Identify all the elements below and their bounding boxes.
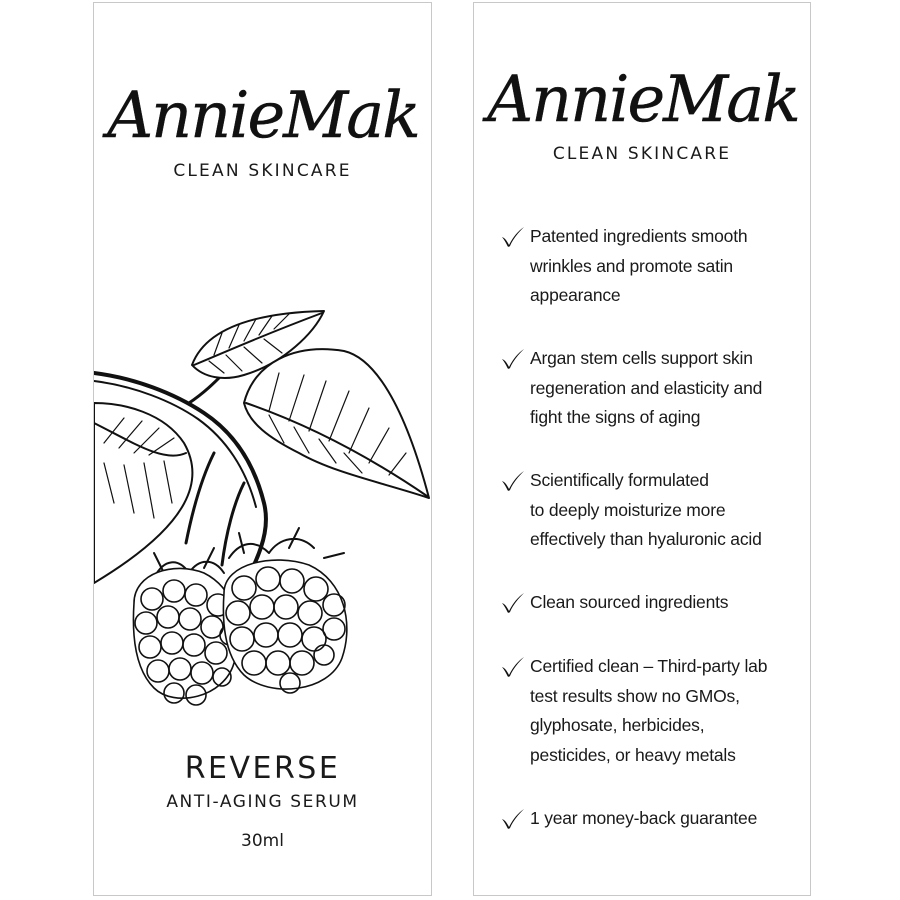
benefit-line: test results show no GMOs, <box>530 685 740 706</box>
benefit-line: glyphosate, herbicides, <box>530 715 705 735</box>
benefit-line: pesticides, or heavy metals <box>530 744 736 765</box>
benefit-line: Clean sourced ingredients <box>530 592 729 612</box>
brand-logo-text: AnnieMak <box>107 78 419 153</box>
brand-tagline: CLEAN SKINCARE <box>552 144 732 164</box>
checkmark-icon <box>500 592 526 614</box>
benefit-line: wrinkles and promote satin <box>530 255 733 276</box>
benefit-line: 1 year money-back guarantee <box>530 808 758 828</box>
benefit-text <box>530 804 757 834</box>
benefit-line: to deeply moisturize more <box>530 499 726 520</box>
checkmark-icon <box>500 348 526 370</box>
benefit-line: Certified clean – Third-party lab <box>530 656 768 676</box>
benefit-text <box>530 344 762 433</box>
benefit-item <box>500 804 806 834</box>
checkmark-icon <box>500 656 526 678</box>
front-label-panel <box>93 2 432 896</box>
benefit-text <box>530 588 728 618</box>
brand-logo <box>474 49 810 149</box>
brand-logo-text: AnnieMak <box>487 62 799 137</box>
benefit-item <box>500 344 806 433</box>
benefit-line: Patented ingredients smooth <box>530 226 748 246</box>
benefit-item <box>500 466 806 555</box>
benefit-line: regeneration and elasticity and <box>530 377 763 398</box>
product-size: 30ml <box>241 831 284 851</box>
benefit-line: effectively than hyaluronic acid <box>530 529 762 549</box>
benefit-item <box>500 652 806 770</box>
benefit-item <box>500 588 806 618</box>
product-type: ANTI-AGING SERUM <box>166 792 359 812</box>
benefit-line: fight the signs of aging <box>530 407 701 427</box>
back-label-panel <box>473 2 811 896</box>
brand-logo <box>94 65 431 165</box>
checkmark-icon <box>500 808 526 830</box>
benefit-line: Scientifically formulated <box>530 470 709 490</box>
product-name: REVERSE <box>184 751 341 786</box>
raspberry-branch-illustration <box>94 303 432 723</box>
checkmark-icon <box>500 226 526 248</box>
benefit-item <box>500 222 806 311</box>
brand-tagline: CLEAN SKINCARE <box>173 161 352 181</box>
benefit-text <box>530 222 747 311</box>
checkmark-icon <box>500 470 526 492</box>
benefit-line: Argan stem cells support skin <box>530 348 753 368</box>
benefit-text <box>530 466 762 555</box>
benefit-text <box>530 652 767 770</box>
benefit-line: appearance <box>530 285 621 305</box>
